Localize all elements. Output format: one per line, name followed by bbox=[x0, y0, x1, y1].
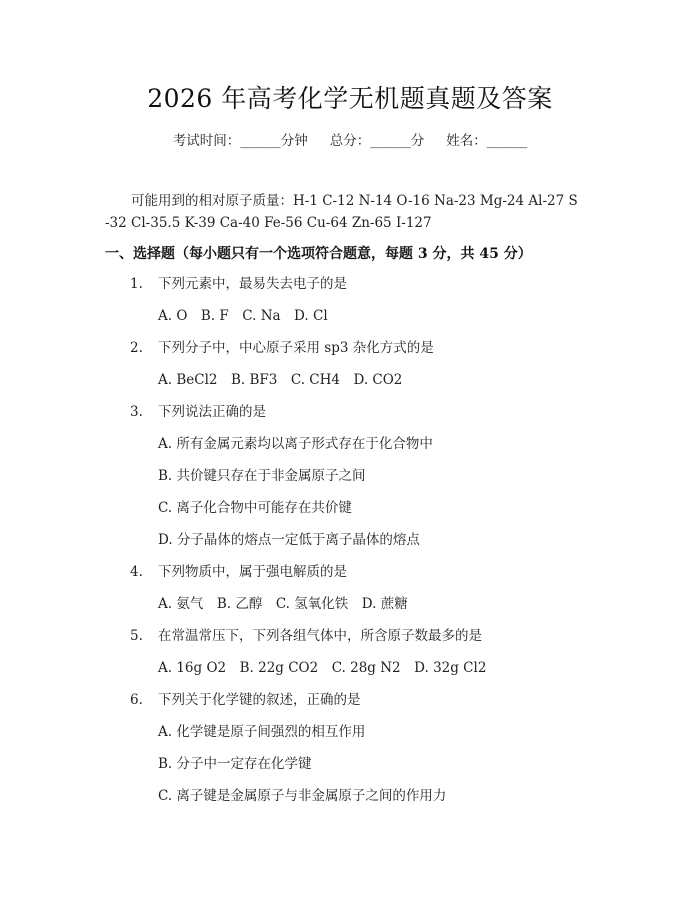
question-3-option-b bbox=[0, 465, 700, 487]
question-text: 下列说法正确的是 bbox=[158, 404, 266, 420]
question-5-options bbox=[0, 657, 700, 679]
option-line: A. BeCl2 B. BF3 C. CH4 D. CO2 bbox=[158, 372, 403, 388]
question-6-option-c bbox=[0, 785, 700, 807]
atomic-masses-note: 可能用到的相对原子质量：H-1 C-12 N-14 O-16 Na-23 Mg-24 Al-27 S-32 Cl-35.5 K-39 Ca-40 Fe-56 Cu-64 Zn-65 I-127 bbox=[105, 193, 578, 231]
question-5 bbox=[0, 625, 700, 647]
question-number: 4. bbox=[130, 564, 143, 580]
question-number: 3. bbox=[130, 404, 143, 420]
option-line: A. 所有金属元素均以离子形式存在于化合物中 bbox=[158, 436, 433, 452]
option-line: D. 分子晶体的熔点一定低于离子晶体的熔点 bbox=[158, 532, 420, 548]
question-number: 1. bbox=[130, 276, 143, 292]
question-text: 在常温常压下，下列各组气体中，所含原子数最多的是 bbox=[158, 628, 482, 644]
question-3 bbox=[0, 401, 700, 423]
question-3-option-d bbox=[0, 529, 700, 551]
exam-title: 2026 年高考化学无机题真题及答案 bbox=[147, 84, 553, 113]
question-4 bbox=[0, 561, 700, 583]
question-3-option-a bbox=[0, 433, 700, 455]
question-text: 下列物质中，属于强电解质的是 bbox=[158, 564, 347, 580]
total-score-field: 总分：______分 bbox=[329, 133, 425, 149]
question-2-options bbox=[0, 369, 700, 391]
question-4-options bbox=[0, 593, 700, 615]
section-heading-multiple-choice: 一、选择题（每小题只有一个选项符合题意，每题 3 分，共 45 分） bbox=[105, 246, 532, 262]
option-line: A. 16g O2 B. 22g CO2 C. 28g N2 D. 32g Cl2 bbox=[158, 660, 487, 676]
exam-meta bbox=[0, 131, 700, 151]
question-text: 下列关于化学键的叙述，正确的是 bbox=[158, 692, 361, 708]
question-text: 下列元素中，最易失去电子的是 bbox=[158, 276, 347, 292]
option-line: B. 分子中一定存在化学键 bbox=[158, 756, 312, 772]
option-line: A. O B. F C. Na D. Cl bbox=[158, 308, 328, 324]
question-text: 下列分子中，中心原子采用 sp3 杂化方式的是 bbox=[158, 340, 434, 356]
option-line: C. 离子化合物中可能存在共价键 bbox=[158, 500, 352, 516]
student-name-field: 姓名：______ bbox=[446, 133, 528, 149]
question-3-option-c bbox=[0, 497, 700, 519]
question-number: 5. bbox=[130, 628, 143, 644]
question-number: 2. bbox=[130, 340, 143, 356]
exam-time-field: 考试时间：______分钟 bbox=[172, 133, 308, 149]
question-6 bbox=[0, 689, 700, 711]
question-1 bbox=[0, 273, 700, 295]
question-6-option-a bbox=[0, 721, 700, 743]
option-line: B. 共价键只存在于非金属原子之间 bbox=[158, 468, 366, 484]
option-line: A. 化学键是原子间强烈的相互作用 bbox=[158, 724, 366, 740]
question-2 bbox=[0, 337, 700, 359]
option-line: A. 氨气 B. 乙醇 C. 氢氧化铁 D. 蔗糖 bbox=[158, 596, 408, 612]
question-number: 6. bbox=[130, 692, 143, 708]
question-6-option-b bbox=[0, 753, 700, 775]
option-line: C. 离子键是金属原子与非金属原子之间的作用力 bbox=[158, 788, 447, 804]
question-1-options bbox=[0, 305, 700, 327]
